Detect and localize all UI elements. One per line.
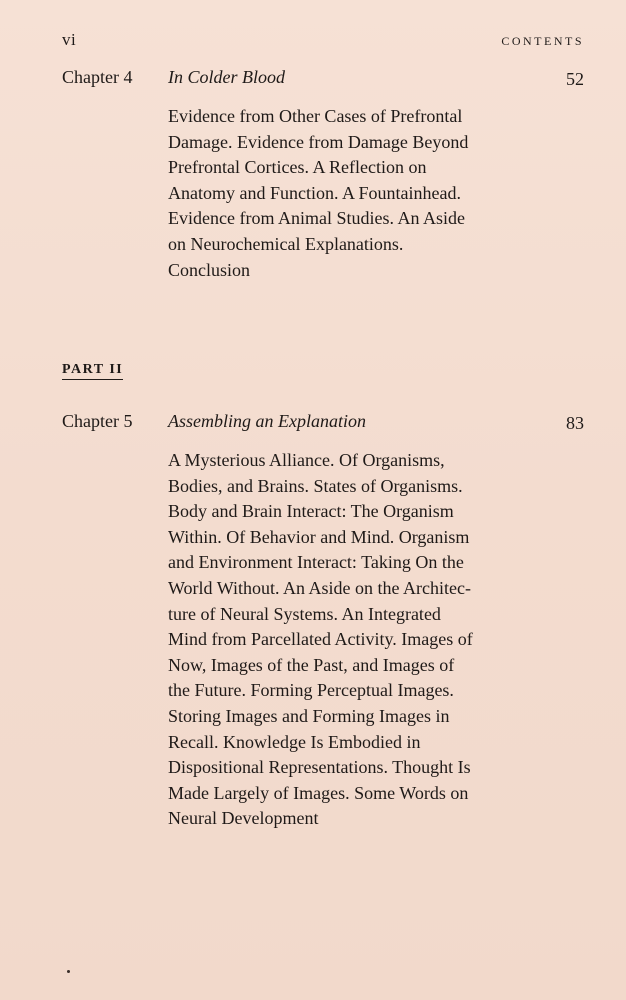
chapter-5-label: Chapter 5 <box>62 411 133 431</box>
chapter-4-description <box>168 104 513 283</box>
part-heading: PART II <box>62 362 123 380</box>
chapter-4-label: Chapter 4 <box>62 67 133 87</box>
description-line: Dispositional Representations. Thought Is <box>168 757 471 778</box>
ink-speck <box>67 970 70 973</box>
description-line: A Mysterious Alliance. Of Organisms, <box>168 450 445 470</box>
description-line: Recall. Knowledge Is Embodied in <box>168 731 421 752</box>
description-line: Body and Brain Interact: The Organism <box>168 501 454 522</box>
description-line: World Without. An Aside on the Architec- <box>168 577 471 598</box>
description-line: Conclusion <box>168 259 251 280</box>
chapter-4-title: In Colder Blood <box>168 67 285 87</box>
description-line: Prefrontal Cortices. A Reflection on <box>168 157 427 178</box>
running-head: CONTENTS <box>501 34 584 48</box>
description-line: Within. Of Behavior and Mind. Organism <box>168 526 470 547</box>
description-line: Mind from Parcellated Activity. Images of <box>168 629 473 650</box>
description-line: and Environment Interact: Taking On the <box>168 552 464 573</box>
description-line: on Neurochemical Explanations. <box>168 233 404 254</box>
description-line: ture of Neural Systems. An Integrated <box>168 603 441 624</box>
page-number: vi <box>62 30 77 49</box>
description-line: Neural Development <box>168 808 319 829</box>
description-line: Evidence from Other Cases of Prefrontal <box>168 106 463 126</box>
description-line: the Future. Forming Perceptual Images. <box>168 680 454 701</box>
chapter-4-page-number: 52 <box>566 69 584 89</box>
description-line: Storing Images and Forming Images in <box>168 705 450 726</box>
description-line: Bodies, and Brains. States of Organisms. <box>168 475 463 496</box>
description-line: Evidence from Animal Studies. An Aside <box>168 208 465 229</box>
description-line: Damage. Evidence from Damage Beyond <box>168 131 469 152</box>
description-line: Made Largely of Images. Some Words on <box>168 782 469 803</box>
description-line: Anatomy and Function. A Fountainhead. <box>168 182 461 203</box>
chapter-5-title: Assembling an Explanation <box>168 411 366 431</box>
description-line: Now, Images of the Past, and Images of <box>168 654 455 675</box>
chapter-5-description <box>168 448 513 832</box>
chapter-5-page-number: 83 <box>566 413 584 433</box>
